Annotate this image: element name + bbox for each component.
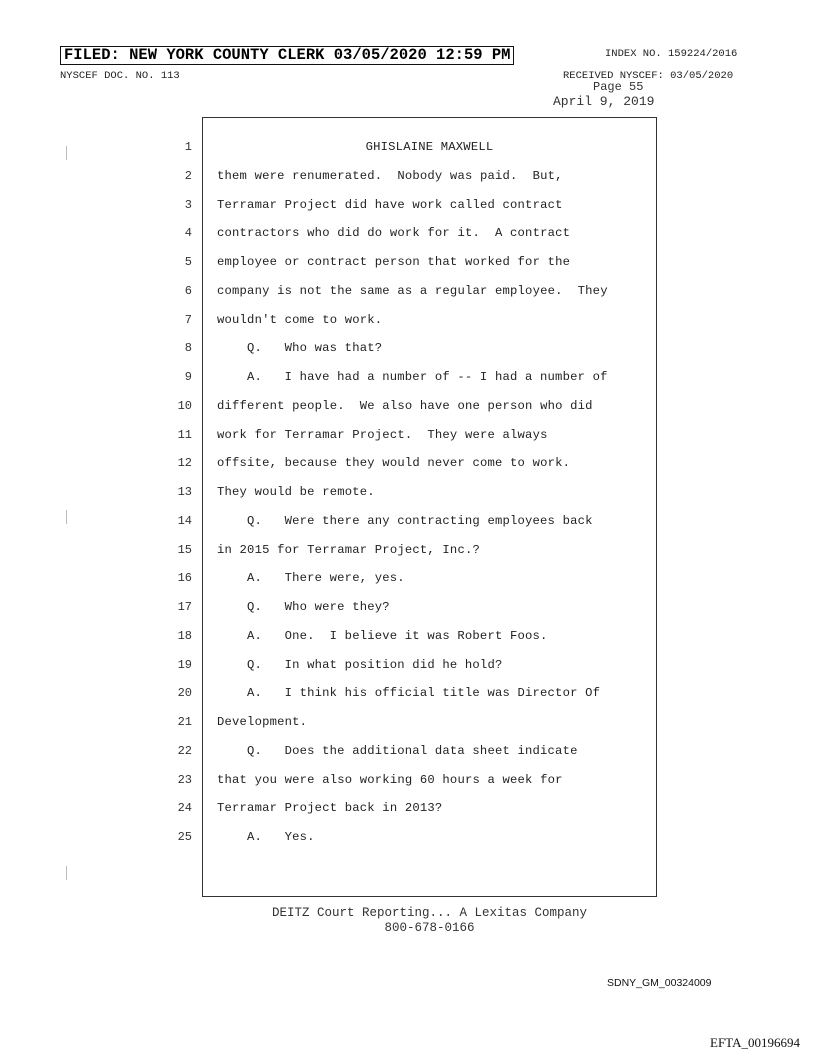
page-label: Page 55 <box>593 80 644 94</box>
bates-number: SDNY_GM_00324009 <box>607 977 712 989</box>
reporter-phone: 800-678-0166 <box>384 921 475 935</box>
transcript-line: Q. In what position did he hold? <box>247 657 503 672</box>
line-number: 4 <box>184 226 192 241</box>
transcript-line: Q. Were there any contracting employees back <box>247 513 593 528</box>
transcript-line: A. I think his official title was Director Of <box>247 686 601 701</box>
line-number: 16 <box>177 571 192 586</box>
transcript-line: A. One. I believe it was Robert Foos. <box>247 628 548 643</box>
transcript-line: them were renumerated. Nobody was paid. But, <box>217 168 563 183</box>
index-number: INDEX NO. 159224/2016 <box>605 48 738 60</box>
transcript-line: A. Yes. <box>247 830 315 844</box>
transcript-line: Q. Does the additional data sheet indicate <box>247 743 578 758</box>
deposition-date: April 9, 2019 <box>553 94 655 109</box>
nyscef-doc-number: NYSCEF DOC. NO. 113 <box>60 70 180 82</box>
line-number: 13 <box>177 485 192 499</box>
transcript-line: A. I have had a number of -- I had a number of <box>247 370 608 384</box>
line-number: 21 <box>177 715 192 729</box>
transcript-line: in 2015 for Terramar Project, Inc.? <box>217 542 480 557</box>
transcript-line: work for Terramar Project. They were always <box>217 427 548 442</box>
line-number: 10 <box>177 398 192 413</box>
scan-mark <box>66 510 67 524</box>
line-number: 18 <box>177 628 192 643</box>
transcript-line: A. There were, yes. <box>247 571 405 586</box>
line-number: 24 <box>177 801 192 816</box>
line-number: 6 <box>184 283 192 298</box>
scan-mark <box>66 866 67 880</box>
line-number: 3 <box>184 197 192 212</box>
transcript-line: Development. <box>217 715 308 729</box>
scan-mark <box>66 146 67 160</box>
transcript-line: employee or contract person that worked for the <box>217 255 571 269</box>
transcript-line: They would be remote. <box>217 485 375 499</box>
received-date: RECEIVED NYSCEF: 03/05/2020 <box>563 70 734 82</box>
line-number: 5 <box>184 255 192 269</box>
transcript-line: Q. Who were they? <box>247 600 390 614</box>
line-number: 12 <box>177 456 192 471</box>
transcript-line: contractors who did do work for it. A contract <box>217 226 571 241</box>
line-number: 11 <box>177 427 192 442</box>
transcript-line: wouldn't come to work. <box>217 312 383 327</box>
witness-header: GHISLAINE MAXWELL <box>365 140 494 154</box>
transcript-line: that you were also working 60 hours a week for <box>217 772 563 787</box>
transcript-line: offsite, because they would never come to work. <box>217 456 571 471</box>
efta-number: EFTA_00196694 <box>710 1035 800 1050</box>
line-number: 22 <box>177 743 192 758</box>
filed-stamp: FILED: NEW YORK COUNTY CLERK 03/05/2020 12:59 PM <box>60 46 514 65</box>
line-number: 9 <box>184 370 192 384</box>
line-number: 7 <box>184 312 192 327</box>
line-number: 8 <box>184 341 192 356</box>
line-number: 20 <box>177 686 192 701</box>
line-number: 17 <box>177 600 192 614</box>
reporter-name: DEITZ Court Reporting... A Lexitas Company <box>271 906 588 920</box>
transcript-line: company is not the same as a regular employee. They <box>217 283 608 298</box>
transcript-line: Q. Who was that? <box>247 341 383 356</box>
line-number: 2 <box>184 168 192 183</box>
transcript-line: Terramar Project back in 2013? <box>217 801 443 816</box>
line-number: 25 <box>177 830 192 844</box>
transcript-line: Terramar Project did have work called contract <box>217 197 563 212</box>
line-number: 15 <box>177 542 192 557</box>
transcript-line: different people. We also have one person who did <box>217 398 593 413</box>
line-number: 14 <box>177 513 192 528</box>
line-number: 19 <box>177 657 192 672</box>
line-number: 1 <box>184 140 192 154</box>
line-number: 23 <box>177 772 192 787</box>
